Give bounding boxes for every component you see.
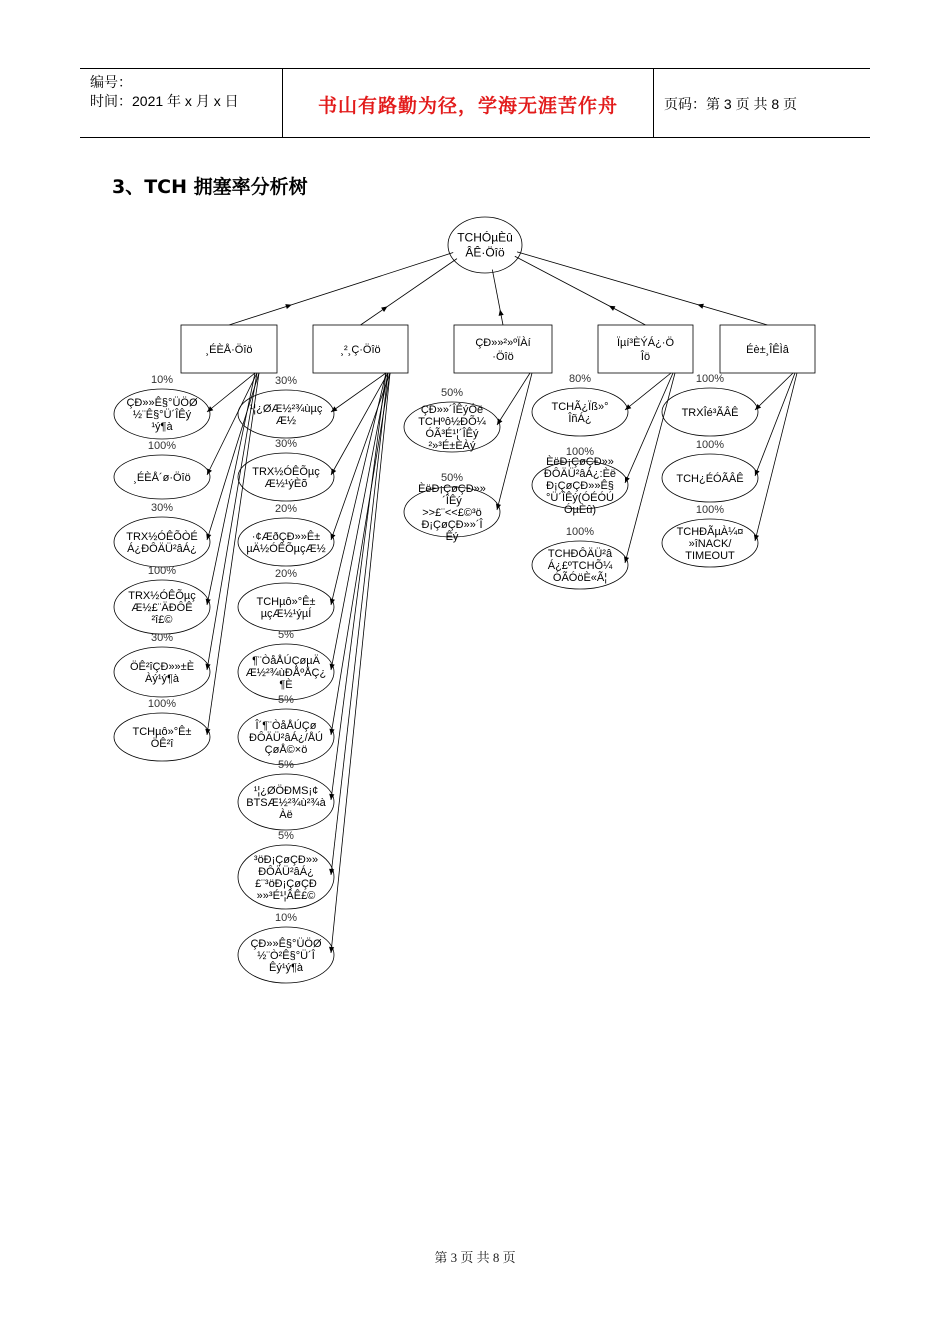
leaf-label-1-4: ¶¨ÒåÅÚÇøµÄ Æ½²¾ùÐÅºÅÇ¿ ¶È [245,654,327,691]
leaf-label-1-5: Î´¶¨ÒåÅÚÇø ÐÔÄÜ²âÁ¿/ÅÚ ÇøÅ©×ö [249,719,323,756]
leaf-percent-1-1: 30% [274,438,298,450]
leaf-label-3-0: TCHÃ¿Ïß»° ÎñÁ¿ [551,400,609,425]
category-label-1: ¸²¸Ç·Öîö [340,343,381,356]
category-label-4: Éè±¸ÎÊÌâ [746,343,789,356]
leaf-percent-0-3: 100% [147,565,177,577]
leaf-percent-1-5: 5% [278,694,294,706]
tree-edge-1-6 [331,373,386,800]
leaf-percent-3-0: 80% [568,373,592,385]
leaf-label-0-1: ¸ÉÈÅ´ø·Öîö [133,471,191,484]
tree-edge-root-2-head [499,309,504,315]
leaf-percent-0-4: 30% [150,632,174,644]
tree-edge-1-3-head [330,599,335,605]
leaf-label-1-2: ·¢ÆðÇÐ»»Ê± µÄ½ÓÊÕµçÆ½ [246,530,326,555]
leaf-label-1-1: TRX½ÓÊÕµç Æ½¹ýÈõ [252,465,320,490]
tree-edge-root-0-head [285,304,292,309]
tree-edge-4-2 [755,373,797,541]
leaf-label-1-3: TCHµô»°Ê± µçÆ½¹ýµÍ [256,595,316,620]
header-motto: 书山有路勤为径，学海无涯苦作舟 [317,95,618,117]
leaf-label-3-2: TCHÐÔÄÜ²â Á¿£ºTCHÕ¼ ÓÃÓöÈ«Ã¦ [547,547,613,584]
leaf-percent-2-0: 50% [440,387,464,399]
header-page-number: 页码：第 3 页 共 8 页 [664,96,798,112]
category-label-2: ÇÐ»»²»ºÏÀí ·Öîö [475,336,531,363]
category-label-0: ¸ÉÈÅ·Öîö [205,343,253,356]
leaf-label-0-5: TCHµô»°Ê± ÖÊ²î [132,725,192,750]
tree-edge-4-2-head [754,535,759,541]
leaf-percent-1-2: 20% [274,503,298,515]
leaf-label-0-4: ÖÊ²îÇÐ»»±È Àý¹ý¶à [129,660,195,685]
leaf-label-0-3: TRX½ÓÊÕµç Æ½£¨ÄÐÔÊ ²î£© [128,589,196,626]
leaf-percent-4-1: 100% [695,439,725,451]
leaf-percent-3-1: 100% [565,446,595,458]
leaf-percent-0-2: 30% [150,502,174,514]
tree-edge-root-1-head [381,306,387,312]
leaf-label-4-2: TCHÐÃµÀ¼¤ »îNACK/ TIMEOUT [676,525,744,562]
tree-edge-0-4 [207,373,257,670]
tree-edge-2-1 [497,373,532,510]
tree-edge-1-3 [331,373,386,605]
tree-edge-1-5 [331,373,390,735]
tree-edge-4-0 [755,373,793,410]
tree-edge-3-2 [625,373,675,563]
leaf-percent-1-7: 5% [278,830,294,842]
tree-edge-2-1-head [496,504,501,510]
leaf-percent-1-8: 10% [274,912,298,924]
leaf-percent-4-0: 100% [695,373,725,385]
document-time-label: 时间：2021 年 x 月 x 日 [90,93,239,109]
leaf-label-2-0: ÇÐ»»´ÎÊýÓë TCHºô½ÐÕ¼ ÓÃ³É¹¦´ÎÊý ²»³É±ÈÀý [418,403,486,452]
tree-edge-root-2 [492,270,503,325]
leaf-percent-1-0: 30% [274,375,298,387]
leaf-label-0-0: ÇÐ»»Ê§°ÜÖØ ½¨Ê§°Ü´ÎÊý ¹ý¶à [126,396,198,433]
leaf-percent-3-2: 100% [565,526,595,538]
tree-edge-root-4-head [697,304,703,309]
leaf-label-1-6: ¹¦¿ØÖÐMS¡¢ BTSÆ½²¾ù²¾à Àë [246,784,326,821]
leaf-label-1-8: ÇÐ»»Ê§°ÜÖØ ½¨Ò²Ê§°Ü´Î Êý¹ý¶à [250,937,322,974]
leaf-label-4-1: TCH¿ÉÓÃÂÊ [676,472,744,485]
leaf-label-2-1: ÈëÐ¡ÇøÇÐ»» ´ÎÊý >>£¨<<£©³ö Ð¡ÇøÇÐ»»´Î Êý [418,482,486,543]
tree-root-label: TCHÓµÈû ÂÊ·Öîö [457,230,513,260]
tree-edge-root-3 [515,256,646,325]
section-title: 3、TCH 拥塞率分析树 [112,176,308,198]
leaf-percent-1-3: 20% [274,568,298,580]
category-box-3 [598,325,693,373]
leaf-label-0-2: TRX½ÓÊÕÒÉ Á¿ÐÔÄÜ²âÁ¿ [126,530,198,555]
page-footer: 第 3 页 共 8 页 [434,1250,516,1265]
tree-edge-root-0 [229,253,453,325]
tree-edge-root-4 [517,252,767,325]
leaf-percent-4-2: 100% [695,504,725,516]
leaf-percent-0-0: 10% [150,374,174,386]
tree-edge-1-8 [331,373,390,953]
category-box-2 [454,325,552,373]
leaf-percent-0-1: 100% [147,440,177,452]
tree-edge-root-1 [361,259,457,325]
tree-edge-3-1 [625,373,673,483]
leaf-percent-1-4: 5% [278,629,294,641]
leaf-label-1-0: ¹¦¿ØÆ½²¾ùµç Æ½ [249,402,323,427]
document-number-label: 编号： [90,74,132,90]
category-label-3: Ïµí³ÈÝÁ¿·Ö Îö [616,336,675,363]
leaf-label-1-7: ³öÐ¡ÇøÇÐ»» ÐÔÄÜ²âÁ¿ £¨³öÐ¡ÇøÇÐ »»³É¹¦ÂÊ£© [253,853,319,902]
leaf-percent-1-6: 5% [278,759,294,771]
leaf-percent-2-1: 50% [440,472,464,484]
leaf-label-3-1: ÈëÐ¡ÇøÇÐ»» ÐÔÄÜ²âÁ¿:Èë Ð¡ÇøÇÐ»»Ê§ °Ü´ÎÊý(ÓÉÓÚ ÓµÈû) [543,455,617,516]
leaf-label-4-0: TRXÎé³ÃÂÊ [681,406,739,419]
leaf-percent-0-5: 100% [147,698,177,710]
